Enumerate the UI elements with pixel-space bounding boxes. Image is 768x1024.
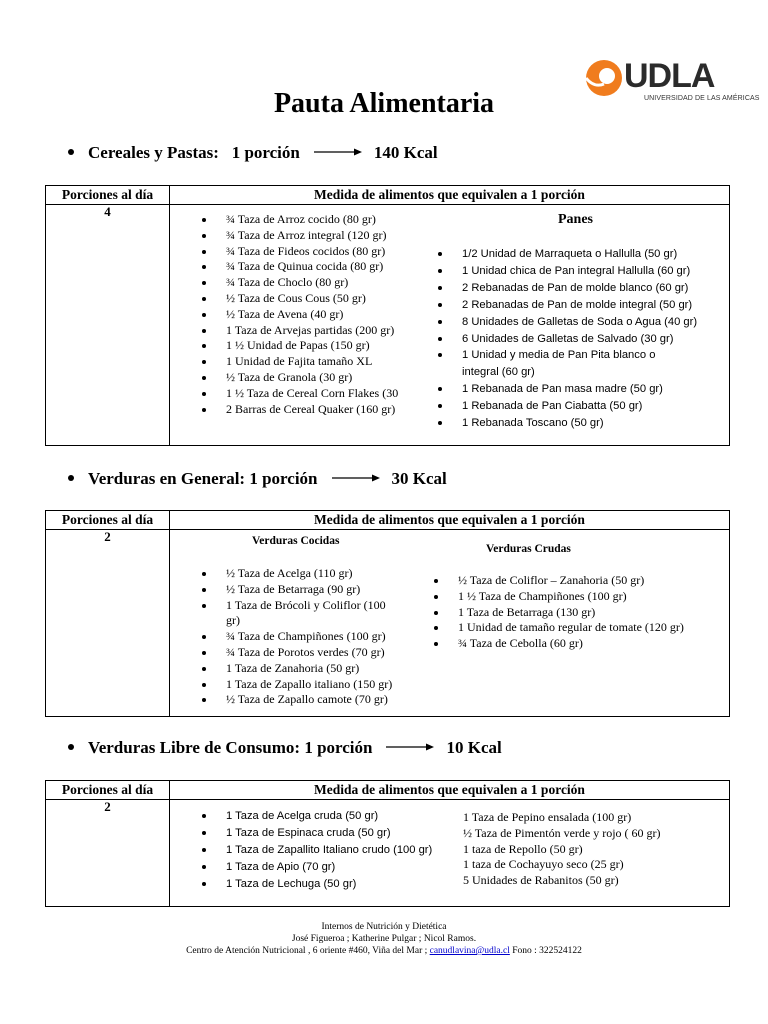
footer-email-link[interactable]: canudlavina@udla.cl (429, 946, 510, 956)
list-item: 2 Rebanadas de Pan de molde integral (50 gr) (434, 297, 734, 314)
list-item: ½ Taza de Zapallo camote (70 gr) (198, 692, 392, 708)
logo-subtitle: UNIVERSIDAD DE LAS AMÉRICAS (644, 95, 760, 102)
section-heading-verduras-libre (68, 738, 502, 758)
arrow-right-icon (314, 148, 362, 156)
list-item: 1 Rebanada de Pan Ciabatta (50 gr) (434, 398, 734, 415)
footer-phone: Fono : 322524122 (512, 946, 582, 956)
section-heading-label: Verduras Libre de Consumo: (88, 738, 301, 757)
section-kcal: 140 Kcal (373, 143, 438, 162)
section-portion: 1 porción (231, 143, 300, 162)
section-kcal: 10 Kcal (446, 738, 502, 757)
list-item: 1 taza de Cochayuyo seco (25 gr) (463, 857, 624, 872)
food-list-cell (170, 800, 730, 907)
list-item: ¾ Taza de Champiñones (100 gr) (198, 629, 392, 645)
list-item: 1 Taza de Zapallo italiano (150 gr) (198, 677, 392, 693)
bullet-icon (68, 475, 74, 481)
list-item: ¾ Taza de Fideos cocidos (80 gr) (198, 244, 398, 260)
list-item: 2 Rebanadas de Pan de molde blanco (60 gr) (434, 280, 734, 297)
list-item: ½ Taza de Coliflor – Zanahoria (50 gr) (430, 573, 684, 589)
verduras-cocidas-list (198, 566, 392, 708)
verduras-crudas-title: Verduras Crudas (486, 543, 571, 555)
list-item: ½ Taza de Acelga (110 gr) (198, 566, 392, 582)
list-item: 1 Unidad de tamaño regular de tomate (120 gr) (430, 620, 684, 636)
footer-line-interns: Internos de Nutrición y Dietética (321, 922, 447, 932)
list-item: ¾ Taza de Arroz integral (120 gr) (198, 228, 398, 244)
table-header-portions: Porciones al día (46, 186, 170, 205)
list-item: 6 Unidades de Galletas de Salvado (30 gr) (434, 331, 734, 348)
list-item: 1 Rebanada de Pan masa madre (50 gr) (434, 381, 734, 398)
table-header-measure: Medida de alimentos que equivalen a 1 porción (170, 781, 730, 800)
list-item: 1 Taza de Zapallito Italiano crudo (100 gr) (198, 842, 432, 859)
list-item: 1 ½ Unidad de Papas (150 gr) (198, 338, 398, 354)
list-item: 1 Taza de Lechuga (50 gr) (198, 876, 432, 893)
libre-left-list (198, 808, 432, 893)
list-item: 1 Unidad de Fajita tamaño XL (198, 354, 398, 370)
panes-title: Panes (558, 212, 593, 227)
footer-line-names: José Figueroa ; Katherine Pulgar ; Nicol Ramos. (291, 934, 477, 944)
list-item: 1 Unidad chica de Pan integral Hallulla (60 gr) (434, 263, 734, 280)
list-item: ½ Taza de Granola (30 gr) (198, 370, 398, 386)
list-item: 2 Barras de Cereal Quaker (160 gr) (198, 402, 398, 418)
list-item: ¾ Taza de Porotos verdes (70 gr) (198, 645, 392, 661)
list-item: 1 Taza de Apio (70 gr) (198, 859, 432, 876)
portion-count: 4 (46, 205, 170, 446)
list-item: ¾ Taza de Arroz cocido (80 gr) (198, 212, 398, 228)
list-item: 5 Unidades de Rabanitos (50 gr) (463, 873, 619, 888)
section-heading-label: Verduras en General: (88, 469, 246, 488)
table-header-measure: Medida de alimentos que equivalen a 1 porción (170, 186, 730, 205)
libre-right-list (463, 810, 661, 889)
list-item: 1/2 Unidad de Marraqueta o Hallulla (50 gr) (434, 246, 734, 263)
list-item: 1 Taza de Brócoli y Coliflor (100 (198, 598, 392, 614)
arrow-right-icon (386, 743, 434, 751)
list-item: 1 Taza de Acelga cruda (50 gr) (198, 808, 432, 825)
arrow-right-icon (332, 474, 380, 482)
portion-count: 2 (46, 530, 170, 717)
list-item: ½ Taza de Betarraga (90 gr) (198, 582, 392, 598)
footer-line-contact (0, 945, 768, 957)
section-portion: 1 porción (249, 469, 318, 488)
list-item: 1 Taza de Espinaca cruda (50 gr) (198, 825, 432, 842)
section-kcal: 30 Kcal (391, 469, 447, 488)
food-list-cell (170, 205, 730, 446)
table-header-portions: Porciones al día (46, 511, 170, 530)
page-title: Pauta Alimentaria (273, 88, 495, 119)
bullet-icon (68, 149, 74, 155)
portion-count: 2 (46, 800, 170, 907)
portions-table-libre (45, 780, 730, 907)
food-list-cell (170, 530, 730, 717)
footer-address: Centro de Atención Nutricional , 6 oriente #460, Viña del Mar ; (186, 946, 428, 956)
list-item: ½ Taza de Avena (40 gr) (198, 307, 398, 323)
logo-text: UDLA (624, 57, 715, 95)
list-item: 1 Taza de Betarraga (130 gr) (430, 605, 684, 621)
list-item: ¾ Taza de Quinua cocida (80 gr) (198, 259, 398, 275)
cereal-list (198, 212, 398, 417)
list-item: 1 taza de Repollo (50 gr) (463, 841, 583, 856)
section-portion: 1 porción (304, 738, 373, 757)
list-item: 1 ½ Taza de Champiñones (100 gr) (430, 589, 684, 605)
verduras-cocidas-title: Verduras Cocidas (252, 535, 340, 547)
verduras-crudas-list (430, 573, 684, 652)
list-item: 8 Unidades de Galletas de Soda o Agua (40 gr) (434, 314, 734, 331)
section-heading-verduras-general (68, 469, 447, 489)
list-item: ¾ Taza de Cebolla (60 gr) (430, 636, 684, 652)
bullet-icon (68, 744, 74, 750)
list-item: ½ Taza de Pimentón verde y rojo ( 60 gr) (463, 825, 661, 840)
footer (0, 921, 768, 957)
section-heading-label: Cereales y Pastas: (88, 143, 219, 162)
list-item: 1 Rebanada Toscano (50 gr) (434, 415, 734, 432)
section-heading-cereales (68, 143, 438, 163)
table-header-measure: Medida de alimentos que equivalen a 1 porción (170, 511, 730, 530)
list-item: 1 Taza de Pepino ensalada (100 gr) (463, 810, 632, 824)
panes-list (434, 246, 734, 432)
table-header-portions: Porciones al día (46, 781, 170, 800)
list-item: ½ Taza de Cous Cous (50 gr) (198, 291, 398, 307)
list-item: 1 Unidad y media de Pan Pita blanco o integral (60 gr) (434, 347, 672, 381)
list-item: 1 Taza de Arvejas partidas (200 gr) (198, 323, 398, 339)
portions-table-verduras (45, 510, 730, 717)
portions-table-cereales (45, 185, 730, 446)
list-item-continuation: gr) (226, 613, 240, 628)
list-item: 1 ½ Taza de Cereal Corn Flakes (30 (198, 386, 398, 402)
list-item: 1 Taza de Zanahoria (50 gr) (198, 661, 392, 677)
list-item: ¾ Taza de Choclo (80 gr) (198, 275, 398, 291)
